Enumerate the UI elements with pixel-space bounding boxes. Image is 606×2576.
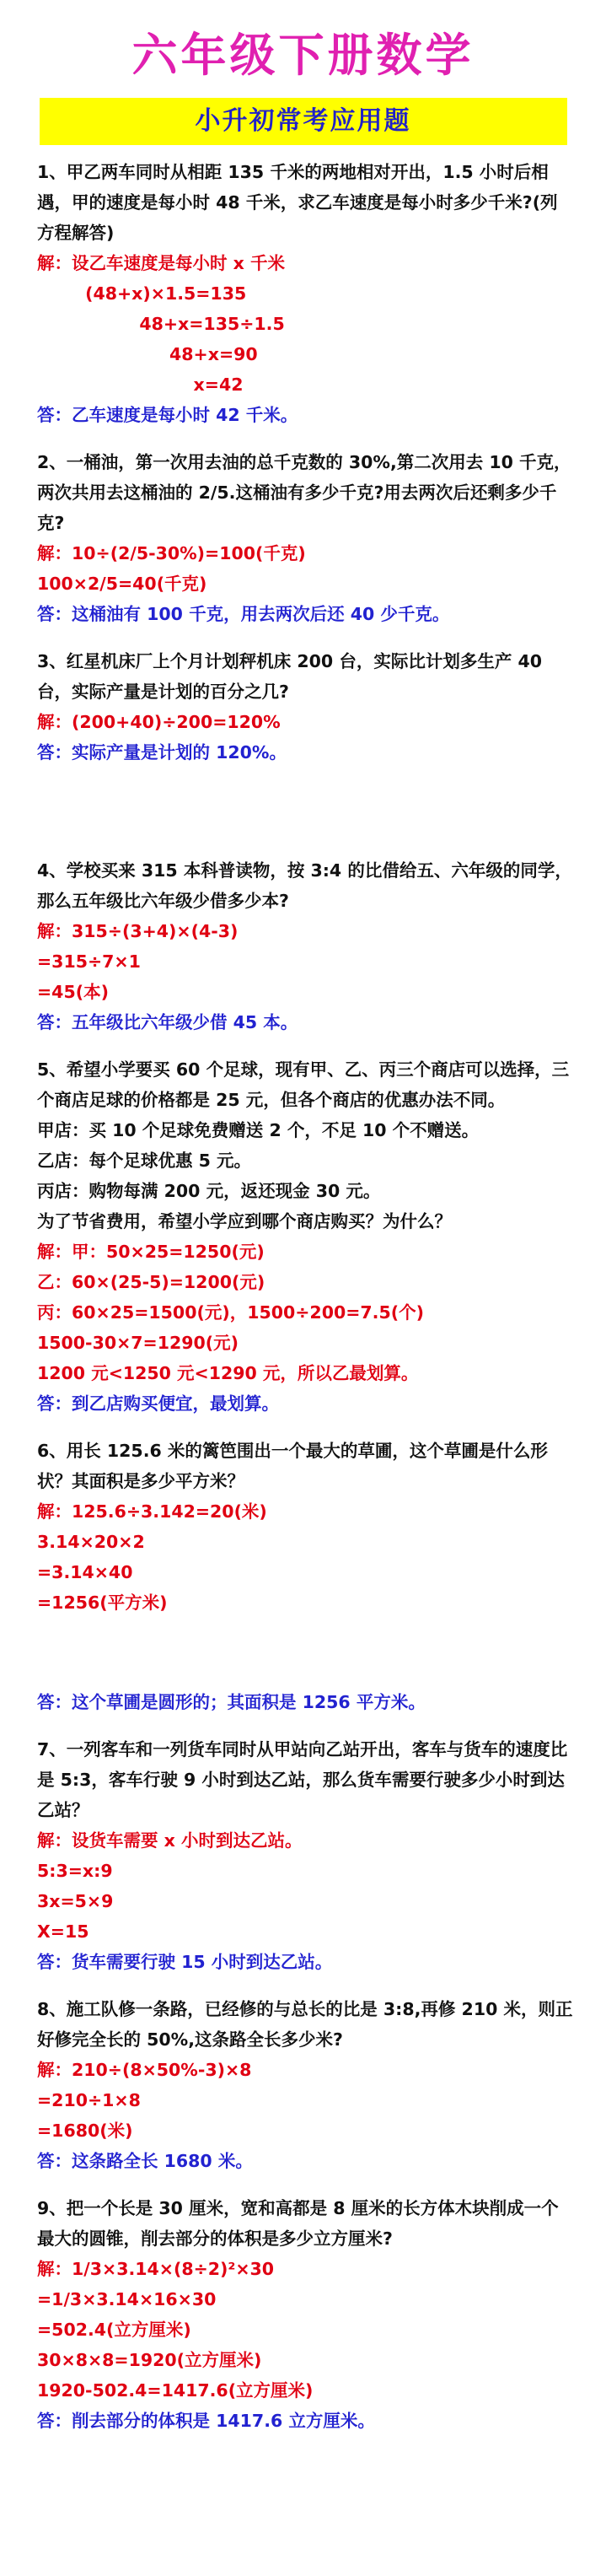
solution-line: (48+x)×1.5=135: [37, 283, 247, 304]
solution-line: 解：设货车需要 x 小时到达乙站。: [37, 1830, 303, 1851]
solution-line: =502.4(立方厘米): [37, 2320, 191, 2340]
problem-3: [37, 646, 574, 768]
problem-question: 1、甲乙两车同时从相距 135 千米的两地相对开出，1.5 小时后相遇，甲的速度是每小时 48 千米，求乙车速度是每小时多少千米?(列方程解答): [37, 162, 558, 243]
problem-list: [0, 145, 606, 2436]
solution-line: 丙：60×25=1500(元)，1500÷200=7.5(个): [37, 1302, 424, 1323]
problem-question: 8、施工队修一条路，已经修的与总长的比是 3:8,再修 210 米，则正好修完全长的 50%,这条路全长多少米?: [37, 1999, 573, 2050]
solution-line: 解：甲：50×25=1250(元): [37, 1242, 265, 1262]
solution-line: X=15: [37, 1921, 89, 1942]
problem-4: [37, 855, 574, 1037]
solution-line: =315÷7×1: [37, 951, 141, 972]
solution-line: 解：1/3×3.14×(8÷2)²×30: [37, 2259, 275, 2279]
solution-line: 100×2/5=40(千克): [37, 574, 207, 594]
problem-6: [37, 1436, 574, 1717]
solution-line: =1256(平方米): [37, 1592, 168, 1613]
solution-line: 1920-502.4=1417.6(立方厘米): [37, 2380, 314, 2401]
problem-question: 4、学校买来 315 本科普读物，按 3:4 的比借给五、六年级的同学，那么五年级比六年级少借多少本?: [37, 860, 572, 911]
solution-line: 48+x=135÷1.5: [37, 314, 285, 334]
solution-line: 3.14×20×2: [37, 1532, 145, 1552]
solution-line: 解：210÷(8×50%-3)×8: [37, 2060, 252, 2080]
problem-question: 6、用长 125.6 米的篱笆围出一个最大的草圃，这个草圃是什么形状？其面积是多少平方米？: [37, 1441, 548, 1491]
answer-line: 答：乙车速度是每小时 42 千米。: [37, 405, 298, 425]
answer-line: 答：这个草圃是圆形的；其面积是 1256 平方米。: [37, 1692, 426, 1712]
solution-line: =45(本): [37, 982, 109, 1002]
answer-line: 答：实际产量是计划的 120%。: [37, 742, 287, 763]
solution-line: 1200 元<1250 元<1290 元，所以乙最划算。: [37, 1363, 419, 1383]
solution-line: 乙：60×(25-5)=1200(元): [37, 1272, 265, 1292]
solution-line: 解：设乙车速度是每小时 x 千米: [37, 253, 285, 273]
solution-line: 解：125.6÷3.142=20(米): [37, 1501, 267, 1522]
solution-line: 5:3=x:9: [37, 1861, 113, 1881]
problem-question: 7、一列客车和一列货车同时从甲站向乙站开出，客车与货车的速度比是 5:3，客车行驶 9 小时到达乙站，那么货车需要行驶多少小时到达乙站？: [37, 1739, 568, 1820]
solution-line: =1/3×3.14×16×30: [37, 2289, 217, 2309]
problem-question: 9、把一个长是 30 厘米，宽和高都是 8 厘米的长方体木块削成一个最大的圆锥，削去部分的体积是多少立方厘米?: [37, 2198, 559, 2249]
solution-line: 解：(200+40)÷200=120%: [37, 712, 281, 732]
solution-line: 1500-30×7=1290(元): [37, 1333, 239, 1353]
solution-line: =3.14×40: [37, 1562, 133, 1582]
problem-8: [37, 1994, 574, 2176]
solution-line: 48+x=90: [37, 344, 258, 364]
solution-line: =1680(米): [37, 2121, 133, 2141]
answer-line: 答：货车需要行驶 15 小时到达乙站。: [37, 1952, 333, 1972]
answer-line: 答：到乙店购买便宜，最划算。: [37, 1393, 279, 1414]
answer-line: 答：这桶油有 100 千克，用去两次后还 40 少千克。: [37, 604, 450, 624]
solution-line: 解：10÷(2/5-30%)=100(千克): [37, 543, 306, 563]
problem-question: 2、一桶油，第一次用去油的总千克数的 30%,第二次用去 10 千克，两次共用去这桶油的 2/5.这桶油有多少千克?用去两次后还剩多少千克?: [37, 452, 571, 533]
solution-line: x=42: [37, 375, 244, 395]
solution-line: 解：315÷(3+4)×(4-3): [37, 921, 239, 941]
problem-2: [37, 447, 574, 629]
answer-line: 答：这条路全长 1680 米。: [37, 2151, 253, 2171]
problem-9: [37, 2193, 574, 2436]
problem-question: 3、红星机床厂上个月计划秤机床 200 台，实际比计划多生产 40台，实际产量是计划的百分之几?: [37, 651, 542, 702]
solution-line: 3x=5×9: [37, 1891, 114, 1911]
solution-line: =210÷1×8: [37, 2090, 141, 2110]
solution-line: 30×8×8=1920(立方厘米): [37, 2350, 262, 2370]
problem-7: [37, 1734, 574, 1977]
page-title: 六年级下册数学: [131, 29, 475, 82]
problem-question: 5、希望小学要买 60 个足球，现有甲、乙、丙三个商店可以选择，三个商店足球的价格都是 25 元，但各个商店的优惠办法不同。 甲店：买 10 个足球免费赠送 2 个，不足 10 个不赠送。 乙店：每个足球优惠 5 元。 丙店：购物每满 200 元，返还现金 30 元。 为了节省费用，希望小学应到哪个商店购买？为什么？: [37, 1059, 570, 1231]
problem-1: [37, 157, 574, 430]
subtitle-banner: 小升初常考应用题: [40, 98, 567, 145]
answer-line: 答：五年级比六年级少借 45 本。: [37, 1012, 298, 1032]
problem-5: [37, 1054, 574, 1419]
answer-line: 答：削去部分的体积是 1417.6 立方厘米。: [37, 2411, 375, 2431]
